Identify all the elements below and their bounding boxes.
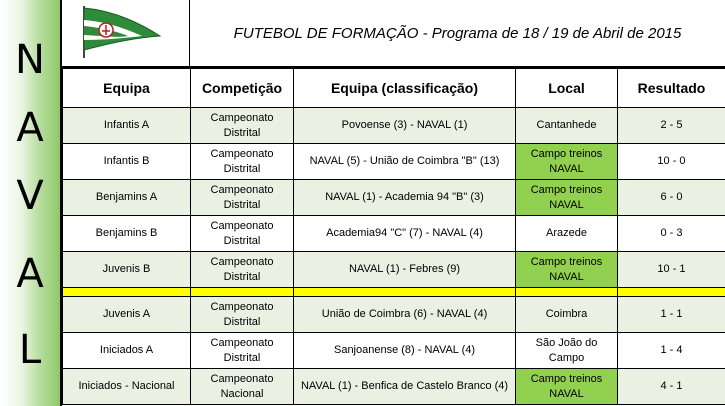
- separator-cell: [618, 288, 725, 297]
- team-cell: Benjamins A: [63, 180, 191, 216]
- local-cell: Cantanhede: [516, 108, 618, 144]
- match-cell: NAVAL (5) - União de Coimbra "B" (13): [294, 144, 516, 180]
- result-cell: 2 - 5: [618, 108, 725, 144]
- result-cell: 1 - 1: [618, 297, 725, 333]
- match-cell: Sanjoanense (8) - NAVAL (4): [294, 333, 516, 369]
- match-cell: NAVAL (1) - Benfica de Castelo Branco (4): [294, 369, 516, 405]
- competition-cell: Campeonato Distrital: [191, 144, 294, 180]
- local-cell: São João do Campo: [516, 333, 618, 369]
- table-row: [63, 252, 725, 288]
- column-header-local: Local: [516, 69, 618, 108]
- match-cell: NAVAL (1) - Academia 94 "B" (3): [294, 180, 516, 216]
- local-cell: Coimbra: [516, 297, 618, 333]
- local-cell: Campo treinos NAVAL: [516, 252, 618, 288]
- banner-letter: V: [16, 173, 44, 219]
- fixtures-table: [62, 68, 725, 405]
- match-cell: Academia94 "C" (7) - NAVAL (4): [294, 216, 516, 252]
- local-cell: Campo treinos NAVAL: [516, 180, 618, 216]
- match-cell: União de Coimbra (6) - NAVAL (4): [294, 297, 516, 333]
- separator-cell: [191, 288, 294, 297]
- banner-letter: A: [16, 105, 44, 151]
- competition-cell: Campeonato Distrital: [191, 333, 294, 369]
- table-row: [63, 180, 725, 216]
- banner-letter: A: [16, 251, 44, 297]
- team-cell: Iniciados - Nacional: [63, 369, 191, 405]
- result-cell: 10 - 0: [618, 144, 725, 180]
- result-cell: 6 - 0: [618, 180, 725, 216]
- result-cell: 4 - 1: [618, 369, 725, 405]
- local-cell: Campo treinos NAVAL: [516, 144, 618, 180]
- local-cell: Campo treinos NAVAL: [516, 369, 618, 405]
- competition-cell: Campeonato Distrital: [191, 252, 294, 288]
- competition-cell: Campeonato Distrital: [191, 180, 294, 216]
- team-cell: Infantis B: [63, 144, 191, 180]
- separator-cell: [294, 288, 516, 297]
- competition-cell: Campeonato Distrital: [191, 108, 294, 144]
- match-cell: NAVAL (1) - Febres (9): [294, 252, 516, 288]
- local-cell: Arazede: [516, 216, 618, 252]
- table-row: [63, 216, 725, 252]
- team-cell: Infantis A: [63, 108, 191, 144]
- separator-cell: [516, 288, 618, 297]
- column-header-classificacao: Equipa (classificação): [294, 69, 516, 108]
- yellow-separator-row: [63, 288, 725, 297]
- team-cell: Benjamins B: [63, 216, 191, 252]
- naval-side-banner: [0, 0, 62, 406]
- banner-letter: L: [18, 327, 42, 373]
- team-cell: Juvenis B: [63, 252, 191, 288]
- team-cell: Juvenis A: [63, 297, 191, 333]
- table-header-row: [63, 69, 725, 108]
- page-title: FUTEBOL DE FORMAÇÃO - Programa de 18 / 19 de Abril de 2015: [233, 24, 682, 42]
- table-row: [63, 108, 725, 144]
- table-row: [63, 297, 725, 333]
- club-logo-cell: [62, 0, 190, 68]
- table-row: [63, 144, 725, 180]
- separator-cell: [63, 288, 191, 297]
- team-cell: Iniciados A: [63, 333, 191, 369]
- competition-cell: Campeonato Distrital: [191, 216, 294, 252]
- competition-cell: Campeonato Nacional: [191, 369, 294, 405]
- result-cell: 10 - 1: [618, 252, 725, 288]
- result-cell: 0 - 3: [618, 216, 725, 252]
- match-cell: Povoense (3) - NAVAL (1): [294, 108, 516, 144]
- column-header-competicao: Competição: [191, 69, 294, 108]
- result-cell: 1 - 4: [618, 333, 725, 369]
- page-title-cell: [190, 0, 725, 68]
- banner-letter: N: [15, 37, 45, 83]
- club-flag-logo-icon: [62, 0, 190, 66]
- table-row: [63, 333, 725, 369]
- column-header-equipa: Equipa: [63, 69, 191, 108]
- competition-cell: Campeonato Distrital: [191, 297, 294, 333]
- column-header-resultado: Resultado: [618, 69, 725, 108]
- table-row: [63, 369, 725, 405]
